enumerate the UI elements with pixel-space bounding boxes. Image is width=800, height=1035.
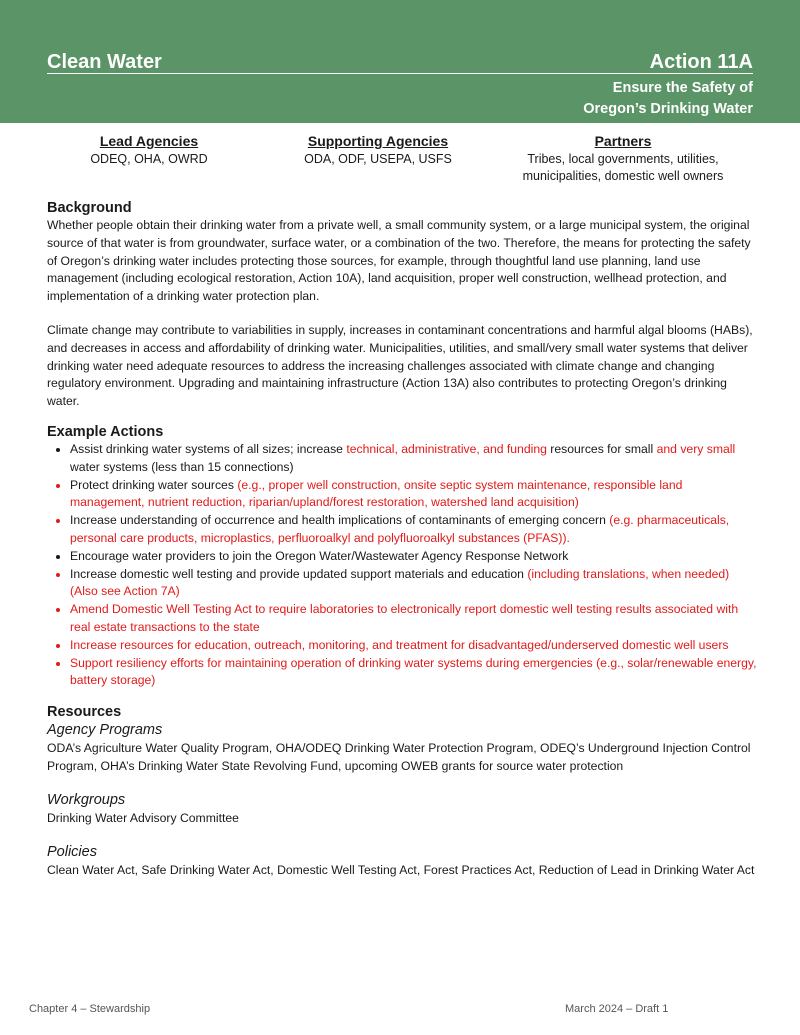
policies-heading: Policies [47, 843, 97, 860]
header-banner [0, 0, 800, 123]
workgroups-text: Drinking Water Advisory Committee [47, 810, 239, 825]
partners-title: Partners [594, 133, 652, 149]
example-actions-list [47, 441, 759, 690]
background-paragraph-1: Whether people obtain their drinking water from a private well, a small community system, or a large municipal system, the original source of that water is from groundwater, surface water, or a combination of the two. Therefore, the means for protecting the safety of Oregon’s drinking water includes protecting those sources, for example, through thoughtful land use planning, land use management (including ecological restoration, Action 10A), land acquisition, proper well construction, wellhead protection, and implementation of a drinking water protection plan. [47, 218, 751, 304]
footer-chapter: Chapter 4 – Stewardship [29, 1003, 151, 1015]
background-heading: Background [47, 200, 132, 216]
footer-date: March 2024 – Draft 1 [565, 1003, 669, 1015]
supporting-agencies-value: ODA, ODF, USEPA, USFS [304, 152, 452, 166]
subtitle-line-2: Oregon’s Drinking Water [583, 101, 753, 117]
supporting-agencies-title: Supporting Agencies [307, 133, 449, 149]
lead-agencies-title: Lead Agencies [99, 133, 199, 149]
action-item-2: • Protect drinking water sources (e.g., proper well construction, onsite septic system maintenance, responsible land management, nutrient reduction, riparian/upland/forest restoration, watershed land acquisition) [70, 477, 759, 513]
supporting-agencies [268, 132, 488, 168]
resources-heading: Resources [47, 704, 122, 721]
header-rule [47, 73, 753, 74]
agency-programs-text: ODA’s Agriculture Water Quality Program, OHA/ODEQ Drinking Water Protection Program, ODEQ’s Underground Injection Control Program, OHA’s Drinking Water State Revolving Fund, upcoming OWEB grants for source water protection [47, 741, 751, 773]
action-item-1: • Assist drinking water systems of all sizes; increase technical, administrative, and funding resources for small and very small water systems (less than 15 connections) [70, 441, 759, 477]
action-subtitle [583, 78, 753, 120]
partners-value-line-1: Tribes, local governments, utilities, [527, 152, 719, 166]
lead-agencies [49, 132, 249, 168]
category-title: Clean Water [47, 51, 162, 73]
subtitle-line-1: Ensure the Safety of [612, 80, 753, 96]
partners-value-line-2: municipalities, domestic well owners [522, 169, 724, 183]
background-paragraph-2: Climate change may contribute to variabilities in supply, increases in contaminant concentrations and harmful algal blooms (HABs), and decreases in access and affordability of drinking water. Municipalities, utilities, and small/very small water systems that deliver drinking water need adequate resources to address the increasing challenges associated with climate change and changing regulatory environment. Upgrading and maintaining infrastructure (Action 13A) also contributes to protecting Oregon’s drinking water. [47, 322, 753, 409]
action-item-6: • Amend Domestic Well Testing Act to require laboratories to electronically report domestic well testing results associated with real estate transactions to the state [70, 601, 759, 637]
policies-text: Clean Water Act, Safe Drinking Water Act, Domestic Well Testing Act, Forest Practices Act, Reduction of Lead in Drinking Water Act [47, 862, 755, 877]
action-item-5: • Increase domestic well testing and provide updated support materials and education (including translations, when needed) (Also see Action 7A) [70, 566, 759, 602]
action-item-7: • Increase resources for education, outreach, monitoring, and treatment for disadvantaged/underserved domestic well users [70, 637, 759, 655]
lead-agencies-value: ODEQ, OHA, OWRD [90, 152, 208, 166]
action-item-8: • Support resiliency efforts for maintaining operation of drinking water systems during emergencies (e.g., solar/renewable energy, battery storage) [70, 655, 759, 691]
action-item-3: • Increase understanding of occurrence and health implications of contaminants of emerging concern (e.g. pharmaceuticals, personal care products, microplastics, perfluoroalkyl and polyfluoroalkyl substances (PFAS)). [70, 512, 759, 548]
main-content [47, 199, 759, 879]
example-actions-heading: Example Actions [47, 423, 164, 440]
partners [503, 132, 743, 185]
action-number: Action 11A [649, 51, 753, 73]
workgroups-heading: Workgroups [47, 791, 126, 808]
agency-programs-heading: Agency Programs [47, 722, 163, 739]
action-item-4: • Encourage water providers to join the Oregon Water/Wastewater Agency Response Network [70, 548, 759, 566]
